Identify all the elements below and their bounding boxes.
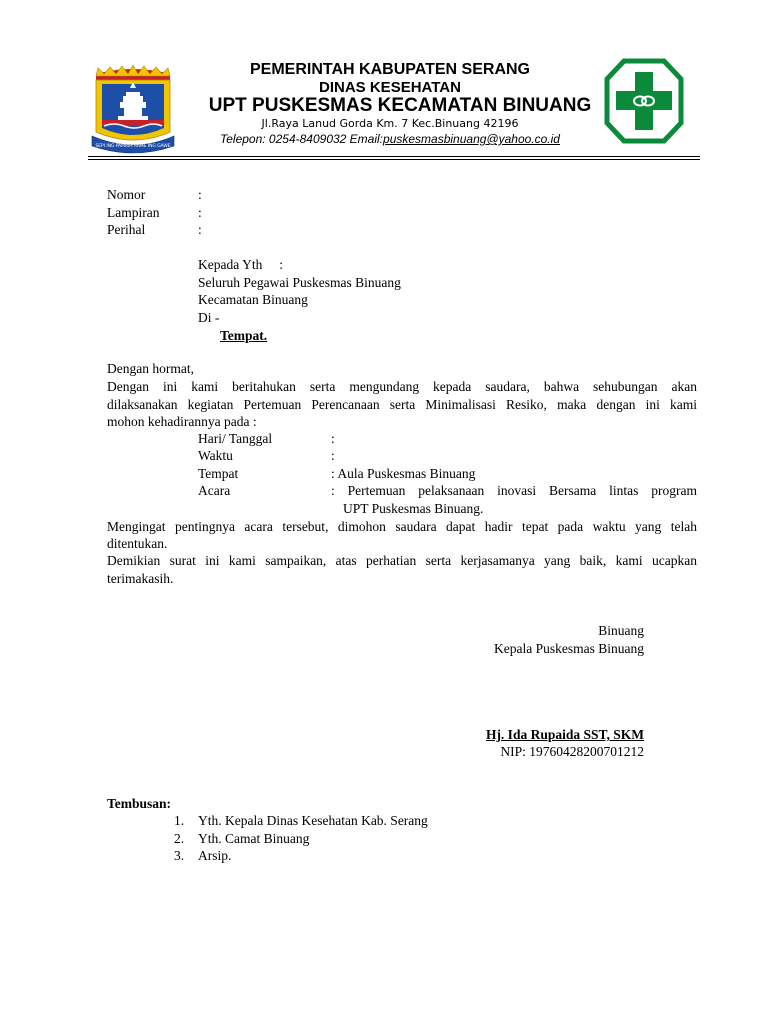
nomor-colon: : (198, 187, 202, 202)
hari-value: : (331, 431, 335, 446)
signature-name-wrap (400, 726, 644, 744)
kop-rule-thin (88, 159, 700, 160)
kop-address: Jl.Raya Lanud Gorda Km. 7 Kec.Binuang 42196 (261, 117, 519, 130)
kop-line-dinas: DINAS KESEHATAN (319, 79, 461, 96)
acara-label: Acara (198, 483, 231, 498)
tembusan-label: Tembusan: (107, 796, 172, 811)
lampiran-label: Lampiran (107, 205, 160, 220)
waktu-value: : (331, 448, 335, 463)
signature-place: Binuang (598, 623, 644, 638)
acara-value-line2: UPT Puskesmas Binuang. (343, 501, 484, 516)
signature-nip: NIP: 19760428200701212 (500, 744, 644, 759)
greeting: Dengan hormat, (107, 361, 194, 376)
tembusan-item-1: Yth. Kepala Dinas Kesehatan Kab. Serang (198, 813, 428, 828)
kop-line-upt: UPT PUSKESMAS KECAMATAN BINUANG (208, 95, 592, 116)
waktu-label: Waktu (198, 448, 233, 463)
tembusan-num-2: 2. (174, 831, 185, 846)
kop-line-pemerintah: PEMERINTAH KABUPATEN SERANG (249, 61, 530, 78)
nomor-label: Nomor (107, 187, 146, 202)
emblem-motto: SEPI ING PAMRIH RAME ING GAWE (95, 144, 171, 149)
paragraph2-line1: Mengingat pentingnya acara tersebut, dimohon saudara dapat hadir tepat pada waktu yang telah (107, 519, 697, 534)
tempat-value: : Aula Puskesmas Binuang (331, 466, 476, 481)
signature-title: Kepala Puskesmas Binuang (494, 641, 644, 656)
paragraph3-line1: Demikian surat ini kami sampaikan, atas perhatian serta kerjasamanya yang baik, kami ucapkan (107, 553, 697, 568)
hari-label: Hari/ Tanggal (198, 431, 273, 446)
perihal-label: Perihal (107, 222, 146, 237)
kabupaten-serang-emblem-icon (90, 62, 176, 154)
kop-contact: Telepon: 0254-8409032 Email:puskesmasbinuang@yahoo.co.id (220, 132, 560, 146)
recipient-tempat: Tempat. (220, 328, 268, 343)
signature-name: Hj. Ida Rupaida SST, SKM (485, 727, 644, 742)
paragraph1-line3: mohon kehadirannya pada : (107, 414, 257, 429)
lampiran-colon: : (198, 205, 202, 220)
tembusan-num-3: 3. (174, 848, 185, 863)
recipient-line3: Di - (198, 310, 220, 325)
acara-value: : Pertemuan pelaksanaan inovasi Bersama lintas program (331, 483, 697, 498)
paragraph3-line2: terimakasih. (107, 571, 174, 586)
tembusan-item-2: Yth. Camat Binuang (198, 831, 310, 846)
tembusan-num-1: 1. (174, 813, 185, 828)
perihal-colon: : (198, 222, 202, 237)
recipient-kepada: Kepada Yth : (198, 257, 283, 272)
tembusan-item-3: Arsip. (198, 848, 232, 863)
puskesmas-cross-icon (604, 58, 684, 144)
kop-rule-thick (88, 156, 700, 157)
tempat-label: Tempat (198, 466, 239, 481)
kop-email-link[interactable]: puskesmasbinuang@yahoo.co.id (383, 132, 560, 146)
recipient-line1: Seluruh Pegawai Puskesmas Binuang (198, 275, 401, 290)
paragraph1-line2: dilaksanakan kegiatan Pertemuan Perencanaan serta Minimalisasi Resiko, maka dengan ini kami (107, 397, 697, 412)
paragraph1-line1: Dengan ini kami beritahukan serta mengundang kepada saudara, bahwa sehubungan akan (107, 379, 697, 394)
paragraph2-line2: ditentukan. (107, 536, 168, 551)
recipient-line2: Kecamatan Binuang (198, 292, 308, 307)
